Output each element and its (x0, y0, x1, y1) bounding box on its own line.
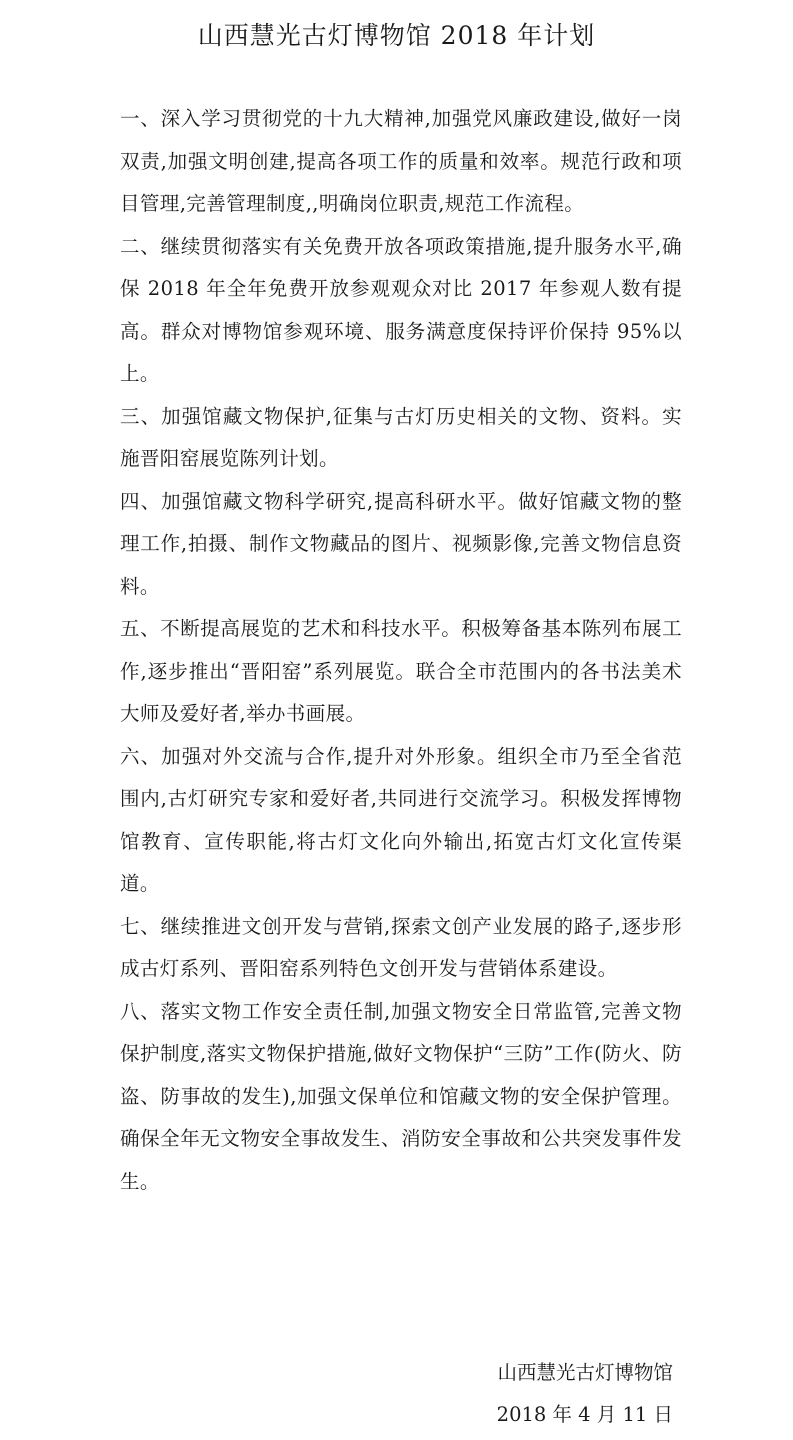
paragraph-4: 四、加强馆藏文物科学研究,提高科研水平。做好馆藏文物的整理工作,拍摄、制作文物藏品的图片、视频影像,完善文物信息资料。 (120, 489, 682, 598)
signature-block (497, 1352, 673, 1436)
signature-date: 2018 年 4 月 11 日 (496, 1403, 673, 1426)
document-body (120, 98, 682, 1203)
paragraph-2: 二、继续贯彻落实有关免费开放各项政策措施,提升服务水平,确保 2018 年全年免费开放参观观众对比 2017 年参观人数有提高。群众对博物馆参观环境、服务满意度保持评价保持 95%以上。 (120, 234, 682, 385)
paragraph-8: 八、落实文物工作安全责任制,加强文物安全日常监管,完善文物保护制度,落实文物保护措施,做好文物保护“三防”工作(防火、防盗、防事故的发生),加强文保单位和馆藏文物的安全保护管理。确保全年无文物安全事故发生、消防安全事故和公共突发事件发生。 (120, 999, 682, 1193)
paragraph-3: 三、加强馆藏文物保护,征集与古灯历史相关的文物、资料。实施晋阳窑展览陈列计划。 (120, 404, 682, 470)
paragraph-1: 一、深入学习贯彻党的十九大精神,加强党风廉政建设,做好一岗双责,加强文明创建,提高各项工作的质量和效率。规范行政和项目管理,完善管理制度,,明确岗位职责,规范工作流程。 (120, 107, 682, 215)
paragraph-6: 六、加强对外交流与合作,提升对外形象。组织全市乃至全省范围内,古灯研究专家和爱好者,共同进行交流学习。积极发挥博物馆教育、宣传职能,将古灯文化向外输出,拓宽古灯文化宣传渠道。 (120, 744, 682, 895)
paragraph-7: 七、继续推进文创开发与营销,探索文创产业发展的路子,逐步形成古灯系列、晋阳窑系列特色文创开发与营销体系建设。 (120, 914, 682, 980)
paragraph-5: 五、不断提高展览的艺术和科技水平。积极筹备基本陈列布展工作,逐步推出“晋阳窑”系列展览。联合全市范围内的各书法美术大师及爱好者,举办书画展。 (120, 617, 682, 725)
signature-organization: 山西慧光古灯博物馆 (497, 1361, 673, 1384)
document-title: 山西慧光古灯博物馆 2018 年计划 (197, 21, 596, 50)
